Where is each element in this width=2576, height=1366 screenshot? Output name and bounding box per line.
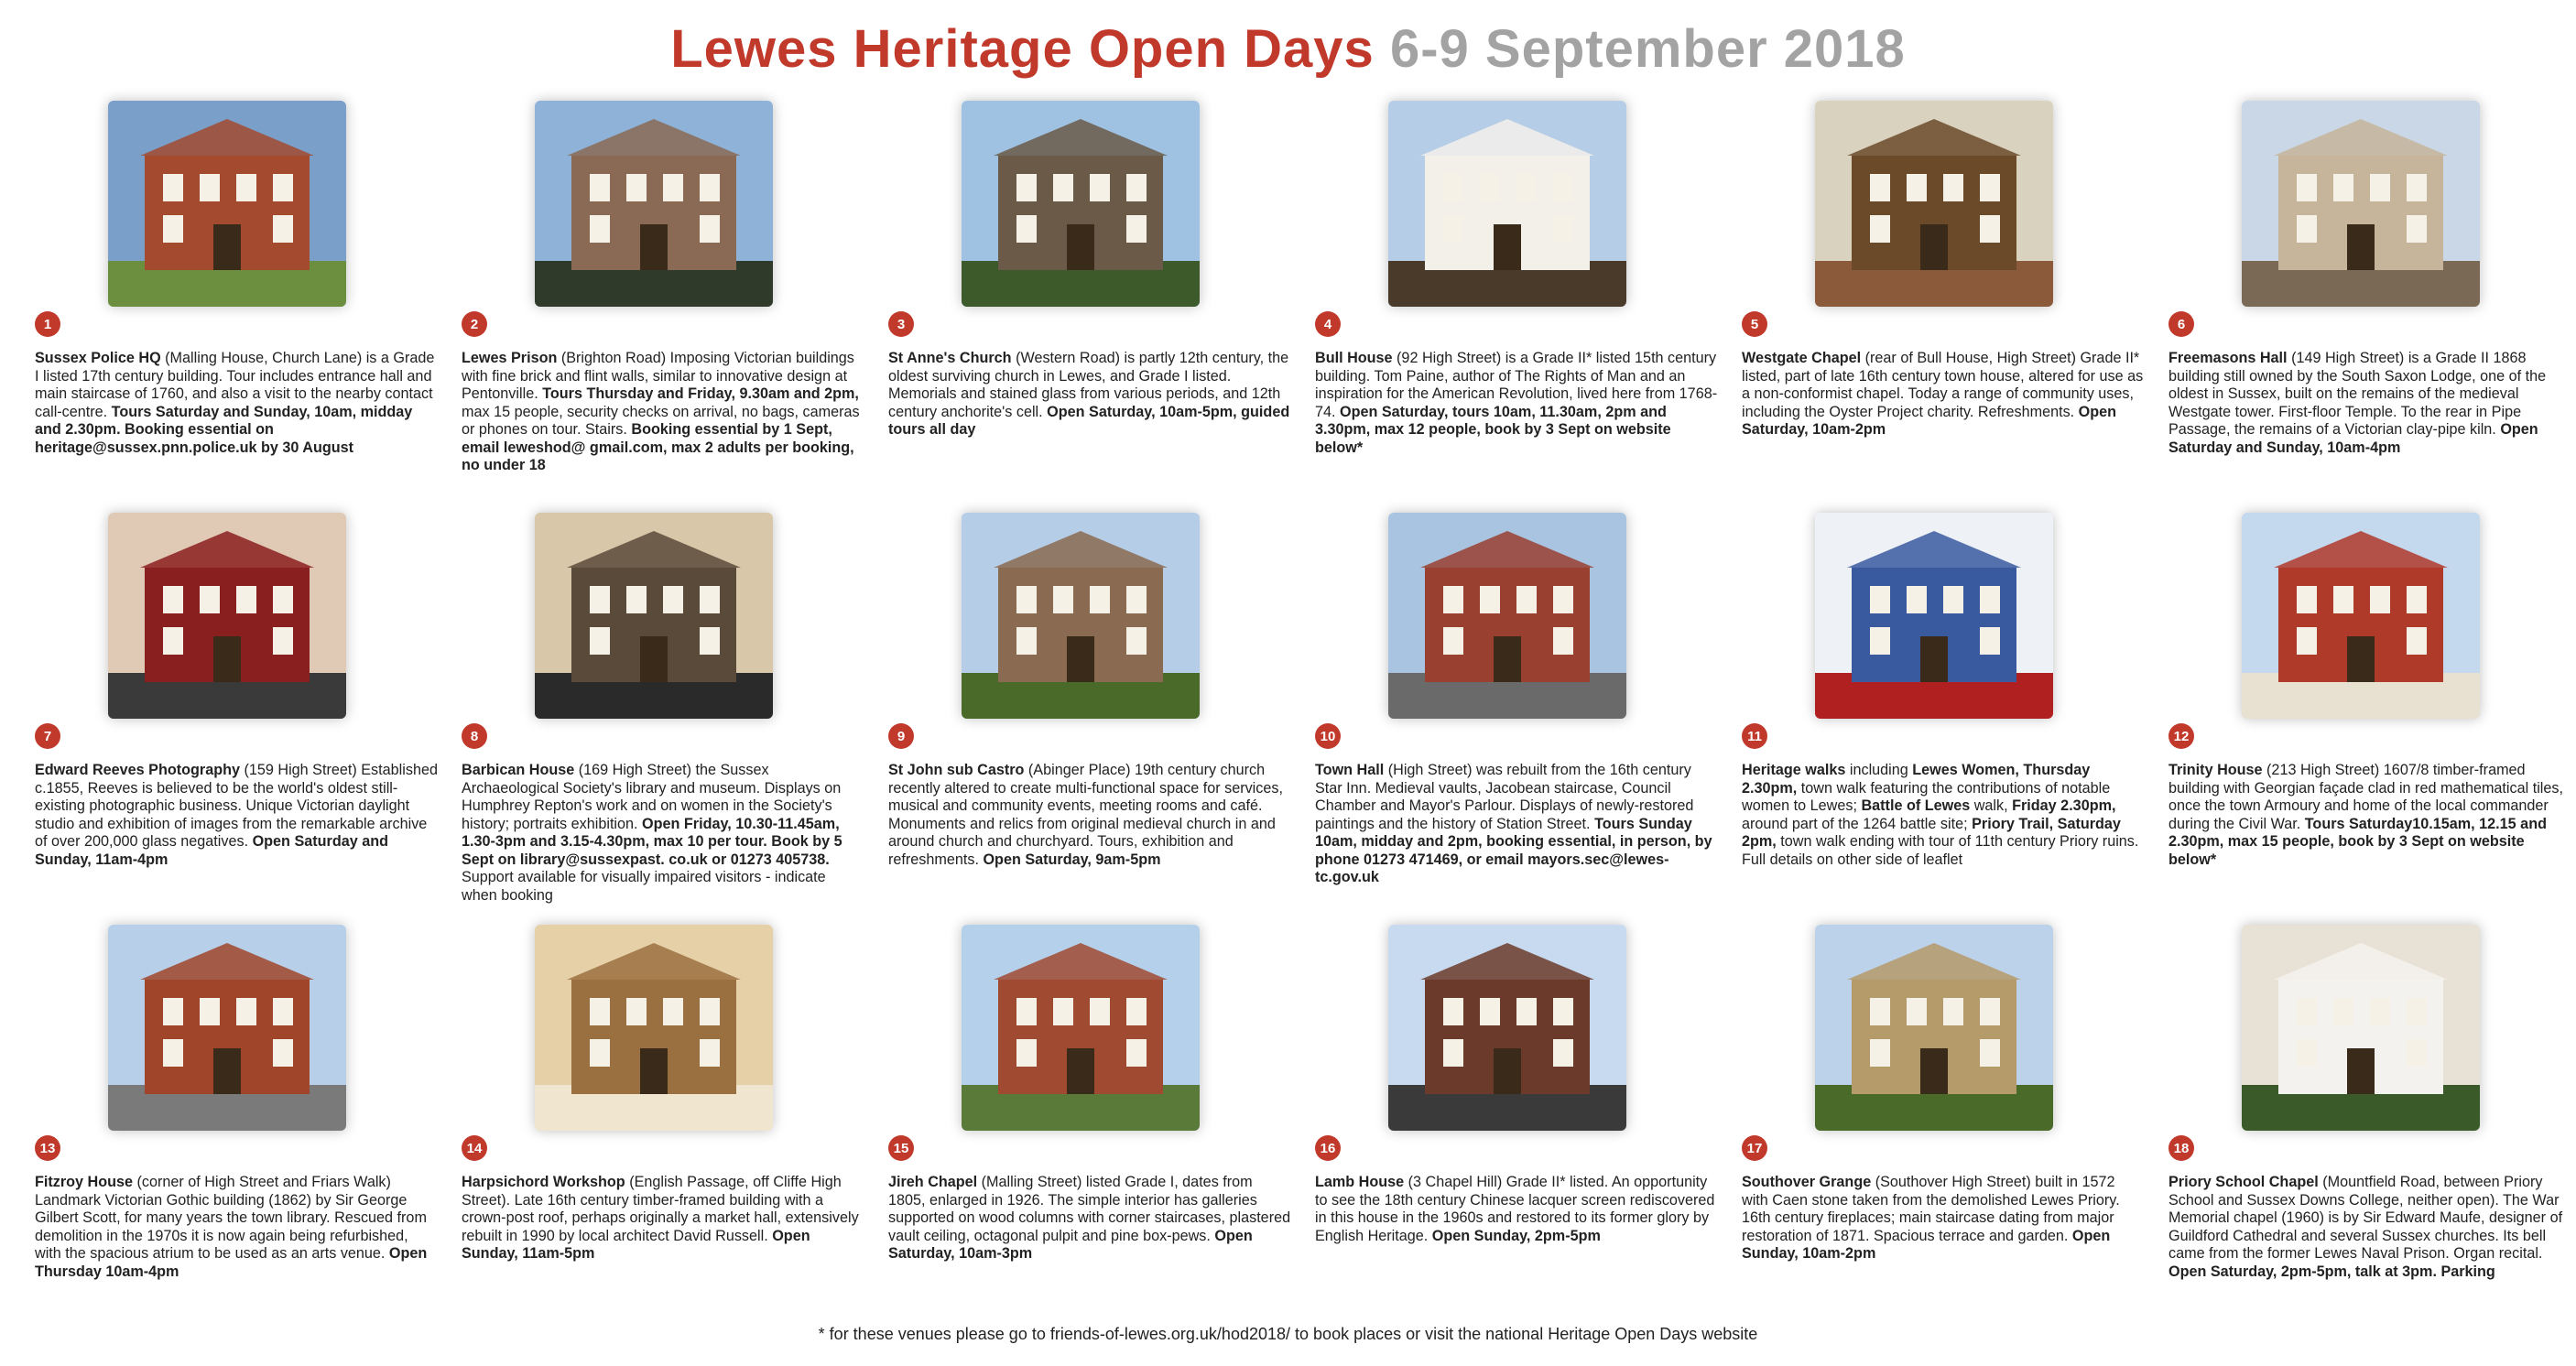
venue-text: (English Passage, off Cliffe High Street). Late 16th century timber-framed building with a crown-post roof, perhaps originally a market hall, extensively rebuilt in 1990 by local architect David Russell. <box>462 1174 859 1244</box>
building-illustration <box>1815 101 2053 307</box>
venue-text: (Malling House, Church Lane) is a Grade I listed 17th century building. Tour includes entrance hall and main staircase of 1760, and also a visit to the nearby contact call-centre. <box>35 350 435 420</box>
venue-name: Harpsichord Workshop <box>462 1174 625 1190</box>
venue-opening-info: Open Thursday 10am-4pm <box>35 1245 428 1280</box>
venue-text: (149 High Street) is a Grade II 1868 building still owned by the South Saxon Lodge, one of the oldest in Sussex, built on the remains of the medieval Westgate tower. First-floor Temple. To the rear in Pipe Passage, the remains of a Victorian clay-pipe kiln. <box>2168 350 2547 438</box>
venue-number-badge: 11 <box>1742 723 1767 749</box>
venue-number-badge: 1 <box>35 311 60 337</box>
venue-opening-info: Booking essential by 1 Sept, email leweshod@ gmail.com, max 2 adults per booking, no under 18 <box>462 421 854 473</box>
venue-photo <box>2242 513 2480 719</box>
venue-opening-info: Battle of Lewes <box>1861 797 1971 814</box>
venue-name: Bull House <box>1315 350 1393 366</box>
venue-card <box>35 925 462 1337</box>
venue-card <box>2168 101 2576 513</box>
venue-description <box>462 350 864 475</box>
venue-card <box>462 513 888 925</box>
venue-opening-info: Open Sunday, 2pm-5pm <box>1431 1227 1601 1244</box>
venue-card <box>1742 513 2168 925</box>
venue-photo <box>535 101 773 307</box>
venue-number-badge: 13 <box>35 1135 60 1161</box>
venue-text: (Malling Street) listed Grade I, dates from 1805, enlarged in 1926. The simple interior has galleries supported on wood columns with corner staircases, plastered vault ceiling, octagonal pulpit and pine box-pews. <box>888 1174 1291 1244</box>
venue-name: Westgate Chapel <box>1742 350 1862 366</box>
venue-opening-info: Open Saturday, tours 10am, 11.30am, 2pm and 3.30pm, max 12 people, book by 3 Sept on website below* <box>1315 403 1671 456</box>
venue-photo <box>2242 925 2480 1131</box>
venue-description <box>2168 762 2571 869</box>
venue-text: (213 High Street) 1607/8 timber-framed building with Georgian façade clad in red mathematical tiles, once the town Armoury and home of the local commander during the Civil War. <box>2168 762 2564 832</box>
building-illustration <box>2242 513 2480 719</box>
venue-number-badge: 10 <box>1315 723 1341 749</box>
venue-text: (rear of Bull House, High Street) Grade II* listed, part of late 16th century town house, altered for use as a non-conformist chapel. Today a range of community uses, including the Oyster Project charity. Refreshments. <box>1742 350 2144 420</box>
venue-photo <box>108 925 346 1131</box>
venue-number-badge: 15 <box>888 1135 914 1161</box>
venue-text: (Mountfield Road, between Priory School and Sussex Downs College, neither open). The War Memorial chapel (1960) is by Sir Edward Maufe, designer of Guildford Cathedral and several Sussex churches. Its bell came from the former Lewes Naval Prison. Organ recital. <box>2168 1174 2563 1262</box>
venue-photo <box>962 925 1200 1131</box>
building-illustration <box>1815 925 2053 1131</box>
venue-name: Trinity House <box>2168 762 2263 778</box>
venue-text: Support available for visually impaired visitors - indicate when booking <box>462 869 826 904</box>
venue-photo <box>1388 513 1626 719</box>
venue-name: St Anne's Church <box>888 350 1012 366</box>
venue-description <box>462 762 864 905</box>
building-illustration <box>535 513 773 719</box>
venue-card <box>1742 101 2168 513</box>
venue-name: Barbican House <box>462 762 575 778</box>
venue-name: Southover Grange <box>1742 1174 1872 1190</box>
venue-name: Freemasons Hall <box>2168 350 2288 366</box>
venue-text: (169 High Street) the Sussex Archaeological Society's library and museum. Displays on Humphrey Repton's work and on women in the Society's history; portraits exhibition. <box>462 762 842 832</box>
venue-text: (High Street) was rebuilt from the 16th century Star Inn. Medieval vaults, Jacobean staircase, Council Chamber and Mayor's Parlour. Displays of newly-restored paintings and the history of Station Street. <box>1315 762 1694 832</box>
venue-number-badge: 14 <box>462 1135 487 1161</box>
venue-opening-info: Open Saturday, 10am-2pm <box>1742 403 2117 438</box>
footer-suffix: to book places or visit the national Heritage Open Days website <box>1295 1325 1758 1343</box>
venue-name: Jireh Chapel <box>888 1174 978 1190</box>
building-illustration <box>2242 925 2480 1131</box>
venue-opening-info: Open Saturday and Sunday, 11am-4pm <box>35 833 388 868</box>
venue-grid <box>35 101 2576 1337</box>
venue-text: town walk ending with tour of 11th century Priory ruins. Full details on other side of leaflet <box>1742 833 2139 868</box>
venue-opening-info: Tours Thursday and Friday, 9.30am and 2pm, <box>542 385 859 402</box>
venue-opening-info: Open Sunday, 10am-2pm <box>1742 1227 2111 1262</box>
venue-description <box>1315 350 1718 457</box>
venue-card <box>888 513 1315 925</box>
venue-text: (3 Chapel Hill) Grade II* listed. An opportunity to see the 18th century Chinese lacquer screen rediscovered in this house in the 1960s and restored to its former glory by English Heritage. <box>1315 1174 1715 1244</box>
venue-name: St John sub Castro <box>888 762 1025 778</box>
venue-opening-info: Open Saturday, 2pm-5pm, talk at 3pm. Parking <box>2168 1263 2495 1280</box>
building-illustration <box>108 101 346 307</box>
venue-card <box>1315 101 1742 513</box>
venue-description <box>1315 1174 1718 1245</box>
venue-card <box>1742 925 2168 1337</box>
venue-photo <box>108 513 346 719</box>
page-title <box>0 18 2576 80</box>
venue-card <box>462 925 888 1337</box>
venue-text: (Abinger Place) 19th century church recently altered to create multi-functional space for services, musical and community events, meeting rooms and café. Monuments and relics from original medieval church in and around church and churchyard. Tours, exhibition and refreshments. <box>888 762 1283 868</box>
venue-description <box>888 350 1291 439</box>
venue-description <box>1742 350 2145 439</box>
venue-photo <box>108 101 346 307</box>
venue-text: town walk featuring the contributions of notable women to Lewes; <box>1742 779 2111 814</box>
venue-photo <box>535 513 773 719</box>
venue-opening-info: Open Saturday, 9am-5pm <box>983 851 1161 868</box>
venue-number-badge: 4 <box>1315 311 1341 337</box>
venue-opening-info: Open Saturday, 10am-5pm, guided tours all day <box>888 403 1290 438</box>
footer-prefix: * for these venues please go to <box>818 1325 1046 1343</box>
venue-photo <box>535 925 773 1131</box>
venue-description <box>35 762 438 869</box>
venue-number-badge: 16 <box>1315 1135 1341 1161</box>
venue-number-badge: 2 <box>462 311 487 337</box>
building-illustration <box>962 925 1200 1131</box>
venue-description <box>35 1174 438 1281</box>
footer-link[interactable]: friends-of-lewes.org.uk/hod2018/ <box>1049 1325 1291 1343</box>
venue-description <box>1742 762 2145 869</box>
venue-photo <box>1815 925 2053 1131</box>
venue-description <box>1315 762 1718 887</box>
building-illustration <box>1388 513 1626 719</box>
venue-name: Edward Reeves Photography <box>35 762 240 778</box>
venue-opening-info: Lewes Women, Thursday 2.30pm, <box>1742 762 2091 797</box>
venue-opening-info: Priory Trail, Saturday 2pm, <box>1742 815 2121 850</box>
venue-card <box>888 925 1315 1337</box>
venue-name: Lamb House <box>1315 1174 1405 1190</box>
venue-description <box>462 1174 864 1263</box>
venue-text: walk, <box>1973 797 2008 814</box>
building-illustration <box>108 925 346 1131</box>
venue-description <box>888 1174 1291 1263</box>
venue-description <box>2168 1174 2571 1281</box>
venue-number-badge: 12 <box>2168 723 2194 749</box>
venue-opening-info: Open Sunday, 11am-5pm <box>462 1227 810 1262</box>
building-illustration <box>108 513 346 719</box>
venue-number-badge: 3 <box>888 311 914 337</box>
building-illustration <box>1388 101 1626 307</box>
building-illustration <box>535 101 773 307</box>
venue-name: Town Hall <box>1315 762 1385 778</box>
venue-number-badge: 18 <box>2168 1135 2194 1161</box>
venue-name: Heritage walks <box>1742 762 1846 778</box>
venue-text: (Brighton Road) Imposing Victorian buildings with fine brick and flint walls, similar to innovative design at Pentonville. <box>462 350 854 402</box>
venue-photo <box>1388 925 1626 1131</box>
venue-number-badge: 5 <box>1742 311 1767 337</box>
venue-text: (159 High Street) Established c.1855, Reeves is believed to be the world's oldest still-existing photographic business. Unique Victorian daylight studio and exhibition of images from the remarkable archive of over 200,000 glass negatives. <box>35 762 438 850</box>
venue-text: (92 High Street) is a Grade II* listed 15th century building. Tom Paine, author of The Rights of Man and an inspiration for the American Revolution, lived here from 1768-74. <box>1315 350 1718 420</box>
venue-description <box>888 762 1291 869</box>
venue-number-badge: 17 <box>1742 1135 1767 1161</box>
venue-text: max 15 people, security checks on arrival, no bags, cameras or phones on tour. Stairs. <box>462 403 860 438</box>
building-illustration <box>962 513 1200 719</box>
venue-photo <box>1388 101 1626 307</box>
building-illustration <box>1388 925 1626 1131</box>
venue-opening-info: Friday 2.30pm, <box>2012 797 2116 814</box>
title-main: Lewes Heritage Open Days <box>670 19 1375 79</box>
venue-description <box>2168 350 2571 457</box>
venue-card <box>1315 925 1742 1337</box>
venue-photo <box>962 101 1200 307</box>
venue-opening-info: Tours Saturday10.15am, 12.15 and 2.30pm, max 15 people, book by 3 Sept on website below* <box>2168 815 2547 868</box>
venue-opening-info: Tours Sunday 10am, midday and 2pm, booking essential, in person, by phone 01273 471469, or email mayors.sec@lewes-tc.gov.uk <box>1315 815 1712 885</box>
venue-card <box>2168 925 2576 1337</box>
venue-opening-info: Open Saturday, 10am-3pm <box>888 1227 1253 1262</box>
venue-card <box>888 101 1315 513</box>
venue-number-badge: 8 <box>462 723 487 749</box>
venue-description <box>1742 1174 2145 1263</box>
venue-photo <box>1815 513 2053 719</box>
venue-text: (corner of High Street and Friars Walk) Landmark Victorian Gothic building (1862) by Sir George Gilbert Scott, for many years the town library. Rescued from demolition in the 1970s it is now again being refurbished, with the spacious atrium to be used as an arts venue. <box>35 1174 427 1262</box>
venue-card <box>2168 513 2576 925</box>
venue-opening-info: Open Friday, 10.30-11.45am, 1.30-3pm and 3.15-4.30pm, max 10 per tour. Book by 5 Sept on library@sussexpast. co.uk or 01273 405738. <box>462 815 842 868</box>
venue-card <box>35 513 462 925</box>
venue-text: including <box>1849 762 1908 778</box>
venue-number-badge: 6 <box>2168 311 2194 337</box>
venue-card <box>1315 513 1742 925</box>
venue-photo <box>1815 101 2053 307</box>
venue-card <box>35 101 462 513</box>
venue-photo <box>962 513 1200 719</box>
venue-name: Sussex Police HQ <box>35 350 161 366</box>
building-illustration <box>2242 101 2480 307</box>
venue-name: Priory School Chapel <box>2168 1174 2319 1190</box>
venue-number-badge: 7 <box>35 723 60 749</box>
building-illustration <box>1815 513 2053 719</box>
venue-text: (Southover High Street) built in 1572 with Caen stone taken from the demolished Lewes Priory. 16th century fireplaces; main staircase dating from major restoration of 1871. Spacious terrace and garden. <box>1742 1174 2120 1244</box>
venue-photo <box>2242 101 2480 307</box>
building-illustration <box>962 101 1200 307</box>
building-illustration <box>535 925 773 1131</box>
venue-opening-info: Tours Saturday and Sunday, 10am, midday and 2.30pm. Booking essential on heritage@sussex.pnn.police.uk by 30 August <box>35 403 413 456</box>
venue-name: Fitzroy House <box>35 1174 134 1190</box>
venue-text: (Western Road) is partly 12th century, the oldest surviving church in Lewes, and Grade I listed. Memorials and stained glass from various periods, and 12th century anchorite's cell. <box>888 350 1289 420</box>
venue-card <box>462 101 888 513</box>
footer-note <box>0 1325 2576 1344</box>
venue-number-badge: 9 <box>888 723 914 749</box>
venue-description <box>35 350 438 457</box>
title-dates: 6-9 September 2018 <box>1389 19 1906 79</box>
venue-name: Lewes Prison <box>462 350 558 366</box>
venue-text: around part of the 1264 battle site; <box>1742 815 1968 832</box>
venue-opening-info: Open Saturday and Sunday, 10am-4pm <box>2168 421 2538 456</box>
